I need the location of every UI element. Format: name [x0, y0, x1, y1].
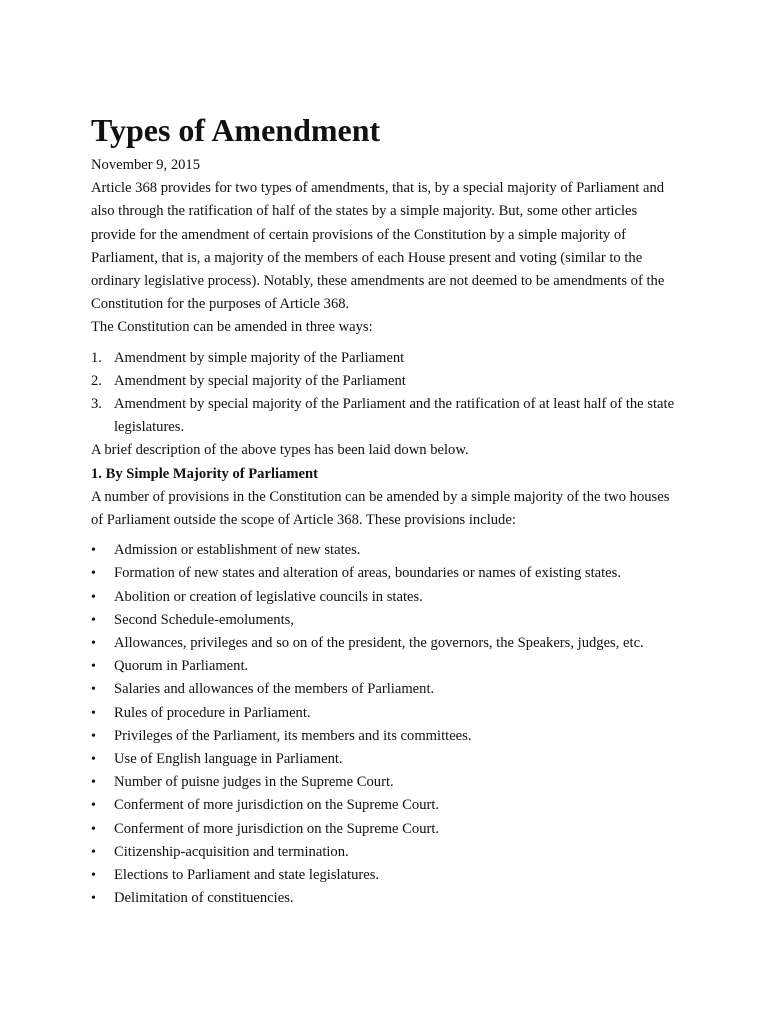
list-item-text: Allowances, privileges and so on of the president, the governors, the Speakers, judges, etc. [114, 635, 644, 652]
list-item-text: Conferment of more jurisdiction on the Supreme Court. [114, 797, 440, 814]
bullet-icon: • [91, 589, 96, 605]
list-item-text: Quorum in Parliament. [114, 658, 249, 675]
bullet-icon: • [91, 566, 96, 582]
list-item [91, 818, 681, 841]
bullet-icon: • [91, 612, 96, 628]
list-item [91, 655, 681, 678]
provisions-list [91, 539, 681, 910]
list-item [91, 864, 681, 887]
list-item [91, 887, 681, 910]
bullet-icon: • [91, 821, 96, 837]
bullet-icon: • [91, 798, 96, 814]
list-item [91, 586, 681, 609]
list-item [91, 632, 681, 655]
list-item-text: Rules of procedure in Parliament. [114, 704, 311, 721]
list-item-text: Amendment by simple majority of the Parliament [114, 349, 405, 366]
list-item-text: Delimitation of constituencies. [114, 890, 294, 907]
publish-date: November 9, 2015 [91, 157, 201, 173]
list-number: 1. [91, 349, 102, 366]
list-item [91, 841, 681, 864]
bullet-icon: • [91, 682, 96, 698]
list-item [91, 393, 681, 439]
page-title: Types of Amendment [91, 112, 381, 148]
bullet-icon: • [91, 752, 96, 768]
bullet-icon: • [91, 705, 96, 721]
bullet-icon: • [91, 868, 96, 884]
list-item [91, 562, 681, 585]
amendment-ways-list [91, 347, 681, 440]
list-item [91, 347, 681, 370]
list-item [91, 794, 681, 817]
brief-description: A brief description of the above types has been laid down below. [91, 442, 469, 459]
bullet-icon: • [91, 891, 96, 907]
list-item-text: Amendment by special majority of the Parliament and the ratification of at least half of the state legislatures. [114, 396, 675, 436]
list-item [91, 702, 681, 725]
list-item-text: Salaries and allowances of the members of Parliament. [114, 681, 435, 698]
list-item-text: Admission or establishment of new states. [114, 542, 361, 559]
list-item [91, 771, 681, 794]
list-item [91, 539, 681, 562]
bullet-icon: • [91, 659, 96, 675]
list-item-text: Abolition or creation of legislative councils in states. [114, 588, 423, 605]
list-item-text: Amendment by special majority of the Parliament [114, 372, 406, 389]
list-item-text: Conferment of more jurisdiction on the Supreme Court. [114, 820, 440, 837]
list-item-text: Formation of new states and alteration of areas, boundaries or names of existing states. [114, 565, 621, 582]
list-item-text: Elections to Parliament and state legislatures. [114, 867, 380, 884]
list-number: 3. [91, 396, 102, 413]
bullet-icon: • [91, 775, 96, 791]
section-intro: A number of provisions in the Constitution can be amended by a simple majority of the two houses of Parliament outside the scope of Article 368. These provisions include: [91, 488, 670, 529]
list-item-text: Citizenship-acquisition and termination. [114, 843, 349, 860]
intro-paragraph: Article 368 provides for two types of amendments, that is, by a special majority of Parliament and also through the ratification of half of the states by a simple majority. But, some other articles provide for the amendment of certain provisions of the Constitution by a simple majority of Parliament, that is, a majority of the members of each House present and voting (similar to the ordinary legislative process). Notably, these amendments are not deemed to be amendments of the Constitution for the purposes of Article 368. [91, 180, 665, 313]
ways-intro: The Constitution can be amended in three ways: [91, 319, 373, 336]
list-item [91, 678, 681, 701]
bullet-icon: • [91, 844, 96, 860]
document-page [91, 110, 681, 911]
list-number: 2. [91, 372, 102, 389]
section-heading: 1. By Simple Majority of Parliament [91, 465, 318, 482]
bullet-icon: • [91, 728, 96, 744]
bullet-icon: • [91, 636, 96, 652]
list-item [91, 725, 681, 748]
list-item [91, 370, 681, 393]
list-item-text: Second Schedule-emoluments, [114, 611, 294, 628]
list-item-text: Number of puisne judges in the Supreme Court. [114, 774, 394, 791]
bullet-icon: • [91, 543, 96, 559]
list-item-text: Privileges of the Parliament, its members and its committees. [114, 727, 472, 744]
list-item [91, 609, 681, 632]
list-item [91, 748, 681, 771]
list-item-text: Use of English language in Parliament. [114, 751, 343, 768]
